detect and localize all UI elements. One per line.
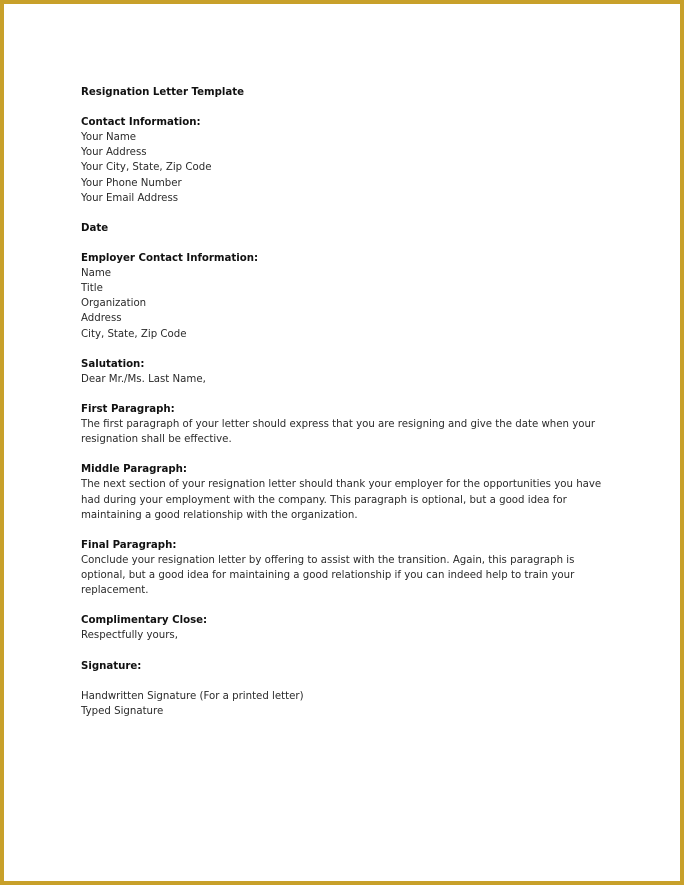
contact-line: Your Address (81, 147, 147, 159)
salutation-text: Dear Mr./Ms. Last Name, (81, 373, 206, 385)
final-paragraph-line: Conclude your resignation letter by offering to assist with the transition. Again, this paragraph is (81, 554, 575, 566)
employer-line: Address (81, 313, 122, 325)
first-paragraph-section (81, 402, 611, 447)
employer-heading: Employer Contact Information: (81, 253, 259, 265)
employer-line: City, State, Zip Code (81, 328, 187, 340)
final-paragraph-section (81, 538, 611, 598)
signature-section (81, 659, 611, 719)
final-paragraph-heading: Final Paragraph: (81, 539, 177, 551)
close-section (81, 613, 611, 643)
signature-heading: Signature: (81, 660, 142, 672)
date-heading: Date (81, 222, 109, 234)
final-paragraph-line: replacement. (81, 585, 149, 597)
signature-gap (81, 674, 611, 689)
close-text: Respectfully yours, (81, 630, 178, 642)
date-section (81, 221, 611, 236)
contact-line: Your Name (81, 132, 137, 144)
close-heading: Complimentary Close: (81, 615, 208, 627)
letter-template (81, 85, 611, 719)
employer-line: Name (81, 268, 112, 280)
document-title: Resignation Letter Template (81, 87, 245, 98)
signature-line: Handwritten Signature (For a printed letter) (81, 690, 304, 702)
contact-line: Your City, State, Zip Code (81, 162, 212, 174)
signature-line: Typed Signature (81, 705, 164, 717)
middle-paragraph-line: had during your employment with the company. This paragraph is optional, but a good idea for (81, 494, 567, 506)
employer-line: Organization (81, 298, 147, 310)
salutation-heading: Salutation: (81, 358, 145, 370)
first-paragraph-line: The first paragraph of your letter should express that you are resigning and give the date when your (81, 419, 596, 431)
final-paragraph-line: optional, but a good idea for maintaining a good relationship if you can indeed help to train your (81, 570, 575, 581)
employer-section (81, 251, 611, 342)
middle-paragraph-section (81, 462, 611, 522)
middle-paragraph-line: maintaining a good relationship with the organization. (81, 509, 358, 521)
salutation-section (81, 357, 611, 387)
first-paragraph-line: resignation shall be effective. (81, 434, 232, 446)
first-paragraph-heading: First Paragraph: (81, 403, 175, 415)
contact-section (81, 115, 611, 206)
middle-paragraph-heading: Middle Paragraph: (81, 464, 187, 476)
employer-line: Title (81, 283, 103, 295)
contact-line: Your Phone Number (81, 177, 182, 189)
contact-heading: Contact Information: (81, 117, 201, 129)
middle-paragraph-line: The next section of your resignation letter should thank your employer for the opportunities you have (81, 479, 602, 491)
contact-line: Your Email Address (81, 192, 179, 204)
